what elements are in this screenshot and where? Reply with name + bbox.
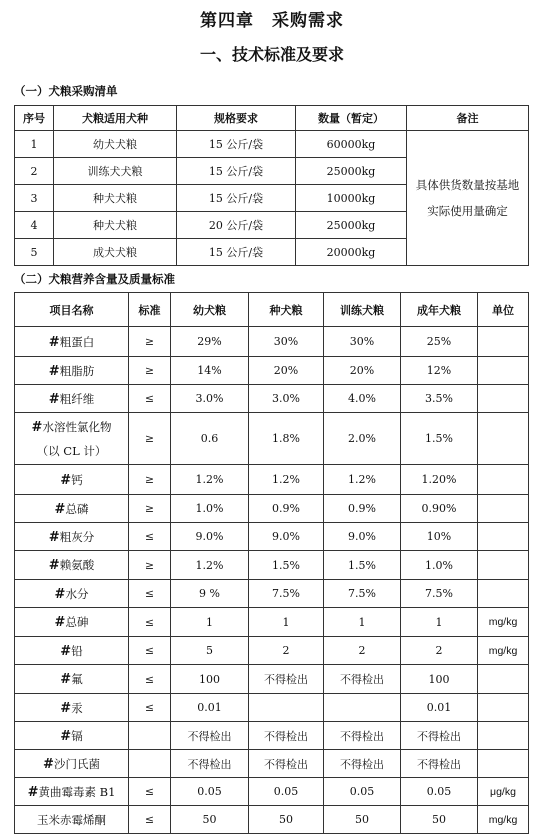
- table-row: [15, 551, 529, 580]
- unit-cell: [478, 413, 529, 465]
- unit-cell: [478, 551, 529, 580]
- breed-cell: 成犬犬粮: [54, 239, 177, 266]
- index-cell: 5: [15, 239, 54, 266]
- puppy-value: 100: [171, 665, 249, 694]
- item-name-line: [15, 614, 128, 630]
- breeding-value: 7.5%: [249, 580, 324, 608]
- nutrition-standard-table: [14, 292, 529, 834]
- spec-cell: 20 公斤/袋: [177, 212, 296, 239]
- table-row: [15, 665, 529, 694]
- item-name-line: [15, 643, 128, 659]
- remark-line: 具体供货数量按基地: [415, 178, 520, 192]
- puppy-value: 1: [171, 608, 249, 637]
- training-value: 20%: [324, 357, 401, 385]
- adult-value: 1.5%: [401, 413, 478, 465]
- spec-cell: 15 公斤/袋: [177, 239, 296, 266]
- training-value: 2.0%: [324, 413, 401, 465]
- adult-value: 100: [401, 665, 478, 694]
- puppy-value: 50: [171, 806, 249, 834]
- breeding-value: 不得检出: [249, 665, 324, 694]
- puppy-value: 不得检出: [171, 750, 249, 778]
- puppy-value: 0.05: [171, 778, 249, 806]
- section-title: 一、技术标准及要求: [199, 45, 344, 64]
- quantity-cell: 20000kg: [296, 239, 407, 266]
- unit-cell: [478, 694, 529, 722]
- chapter-title: 第四章 采购需求: [200, 11, 344, 31]
- unit-cell: [478, 750, 529, 778]
- standard-cell: ≤: [129, 806, 171, 834]
- adult-value: 0.05: [401, 778, 478, 806]
- item-name-line: [15, 391, 128, 407]
- quantity-cell: 60000kg: [296, 131, 407, 158]
- unit-cell: [478, 722, 529, 750]
- unit-cell: μg/kg: [478, 778, 529, 806]
- item-name: 粗脂肪: [59, 363, 95, 378]
- item-name-cell: [15, 694, 129, 722]
- item-name: 黄曲霉毒素 B1: [38, 784, 116, 799]
- adult-value: 0.01: [401, 694, 478, 722]
- quantity-cell: 25000kg: [296, 212, 407, 239]
- adult-value: 7.5%: [401, 580, 478, 608]
- breeding-value: 0.05: [249, 778, 324, 806]
- item-name: 汞: [71, 700, 83, 715]
- adult-value: 1.20%: [401, 465, 478, 495]
- header-remark: 备注: [407, 106, 529, 131]
- puppy-value: 不得检出: [171, 722, 249, 750]
- standard-cell: ≥: [129, 465, 171, 495]
- table1-header-row: [15, 106, 529, 131]
- table2-header-row: [15, 293, 529, 327]
- item-name-line: [15, 419, 128, 435]
- puppy-value: 1.2%: [171, 551, 249, 580]
- item-name-line: [15, 472, 128, 488]
- unit-cell: [478, 495, 529, 523]
- header-adult: 成年犬粮: [401, 293, 478, 327]
- standard-cell: ≤: [129, 694, 171, 722]
- standard-cell: [129, 722, 171, 750]
- item-name: 铅: [71, 643, 83, 658]
- training-value: 30%: [324, 327, 401, 357]
- breeding-value: 30%: [249, 327, 324, 357]
- puppy-value: 0.6: [171, 413, 249, 465]
- header-standard: 标准: [129, 293, 171, 327]
- item-name: 沙门氏菌: [53, 756, 100, 771]
- adult-value: 1: [401, 608, 478, 637]
- item-name-line: [15, 700, 128, 716]
- header-quantity: 数量（暂定）: [296, 106, 407, 131]
- adult-value: 2: [401, 637, 478, 665]
- adult-value: 3.5%: [401, 385, 478, 413]
- item-name: 钙: [71, 472, 83, 487]
- hash-mark: #: [48, 334, 60, 350]
- breeding-value: 不得检出: [249, 750, 324, 778]
- standard-cell: ≤: [129, 778, 171, 806]
- standard-cell: ≥: [129, 551, 171, 580]
- hash-mark: #: [54, 615, 66, 630]
- item-name-line: [15, 586, 128, 602]
- hash-mark: #: [48, 529, 60, 545]
- table-row: [15, 722, 529, 750]
- standard-cell: ≤: [129, 608, 171, 637]
- remark-line: 实际使用量确定: [427, 204, 508, 218]
- puppy-value: 1.0%: [171, 495, 249, 523]
- unit-cell: [478, 665, 529, 694]
- training-value: 4.0%: [324, 385, 401, 413]
- item-name-cell: [15, 523, 129, 551]
- standard-cell: ≥: [129, 357, 171, 385]
- adult-value: 0.90%: [401, 495, 478, 523]
- puppy-value: 5: [171, 637, 249, 665]
- breeding-value: 0.9%: [249, 495, 324, 523]
- table-row: [15, 778, 529, 806]
- spec-cell: 15 公斤/袋: [177, 185, 296, 212]
- table-row: [15, 523, 529, 551]
- table-row: [15, 750, 529, 778]
- header-unit: 单位: [478, 293, 529, 327]
- unit-cell: [478, 580, 529, 608]
- adult-value: 12%: [401, 357, 478, 385]
- hash-mark: #: [54, 586, 66, 602]
- item-name-line: [15, 812, 128, 828]
- table-row: [15, 637, 529, 665]
- index-cell: 1: [15, 131, 54, 158]
- table-row: [15, 806, 529, 834]
- training-value: 0.05: [324, 778, 401, 806]
- purchase-list-table: [14, 105, 529, 266]
- header-puppy: 幼犬粮: [171, 293, 249, 327]
- item-name-cell: [15, 357, 129, 385]
- table-row: [15, 580, 529, 608]
- breeding-value: 不得检出: [249, 722, 324, 750]
- breeding-value: 1.5%: [249, 551, 324, 580]
- table-row: [15, 385, 529, 413]
- training-value: 不得检出: [324, 665, 401, 694]
- training-value: 不得检出: [324, 750, 401, 778]
- item-name: 氟: [71, 672, 83, 686]
- spec-cell: 15 公斤/袋: [177, 131, 296, 158]
- quantity-cell: 10000kg: [296, 185, 407, 212]
- hash-mark: #: [60, 700, 72, 716]
- item-name-line: [15, 671, 128, 687]
- puppy-value: 3.0%: [171, 385, 249, 413]
- training-value: 1.2%: [324, 465, 401, 495]
- training-value: 0.9%: [324, 495, 401, 523]
- item-name-cell: [15, 608, 129, 637]
- puppy-value: 9.0%: [171, 523, 249, 551]
- header-spec: 规格要求: [177, 106, 296, 131]
- training-value: 7.5%: [324, 580, 401, 608]
- training-value: 9.0%: [324, 523, 401, 551]
- item-name-line: [15, 728, 128, 744]
- adult-value: 不得检出: [401, 722, 478, 750]
- breed-cell: 训练犬犬粮: [54, 158, 177, 185]
- standard-cell: ≤: [129, 385, 171, 413]
- hash-mark: #: [27, 784, 39, 800]
- item-name: 赖氨酸: [59, 558, 95, 572]
- unit-cell: mg/kg: [478, 637, 529, 665]
- item-name-line: [15, 557, 128, 573]
- spec-cell: 15 公斤/袋: [177, 158, 296, 185]
- item-name-line: [15, 334, 128, 350]
- item-name-line: [15, 501, 128, 517]
- puppy-value: 14%: [171, 357, 249, 385]
- standard-cell: [129, 750, 171, 778]
- standard-cell: ≤: [129, 665, 171, 694]
- hash-mark: #: [60, 472, 72, 488]
- item-name: 玉米赤霉烯酮: [37, 812, 106, 827]
- item-name-cell: [15, 495, 129, 523]
- breeding-value: 1.2%: [249, 465, 324, 495]
- item-name-cell: [15, 806, 129, 834]
- standard-cell: ≤: [129, 580, 171, 608]
- hash-mark: #: [43, 756, 54, 772]
- table-row: [15, 495, 529, 523]
- hash-mark: #: [60, 643, 72, 659]
- table1-caption: （一）犬粮采购清单: [14, 84, 118, 98]
- item-name: 总砷: [65, 615, 89, 629]
- item-name: 镉: [71, 728, 83, 743]
- adult-value: 10%: [401, 523, 478, 551]
- training-value: 不得检出: [324, 722, 401, 750]
- index-cell: 2: [15, 158, 54, 185]
- table-row: [15, 465, 529, 495]
- index-cell: 3: [15, 185, 54, 212]
- breeding-value: 50: [249, 806, 324, 834]
- table-row: [15, 131, 529, 158]
- adult-value: 不得检出: [401, 750, 478, 778]
- item-name-cell: [15, 637, 129, 665]
- table2-caption: （二）犬粮营养含量及质量标准: [14, 272, 175, 286]
- breeding-value: 20%: [249, 357, 324, 385]
- adult-value: 50: [401, 806, 478, 834]
- item-name-cell: [15, 722, 129, 750]
- breed-cell: 种犬犬粮: [54, 212, 177, 239]
- item-name-cell: [15, 465, 129, 495]
- table-row: [15, 608, 529, 637]
- table-row: [15, 413, 529, 465]
- puppy-value: 29%: [171, 327, 249, 357]
- puppy-value: 0.01: [171, 694, 249, 722]
- item-name-line: [15, 363, 128, 379]
- item-name-cell: [15, 580, 129, 608]
- header-breed: 犬粮适用犬种: [54, 106, 177, 131]
- unit-cell: mg/kg: [478, 608, 529, 637]
- hash-mark: #: [31, 419, 43, 435]
- item-name-cell: [15, 551, 129, 580]
- table-row: [15, 327, 529, 357]
- standard-cell: ≥: [129, 327, 171, 357]
- standard-cell: ≤: [129, 637, 171, 665]
- item-name-cell: [15, 665, 129, 694]
- header-training: 训练犬粮: [324, 293, 401, 327]
- training-value: [324, 694, 401, 722]
- breeding-value: 9.0%: [249, 523, 324, 551]
- unit-cell: [478, 465, 529, 495]
- puppy-value: 9 %: [171, 580, 249, 608]
- adult-value: 1.0%: [401, 551, 478, 580]
- item-name-line: [15, 784, 128, 800]
- item-name: 水溶性氯化物: [42, 419, 112, 434]
- item-name: 粗灰分: [59, 529, 95, 544]
- item-name-note: （以 CL 计）: [36, 443, 107, 458]
- adult-value: 25%: [401, 327, 478, 357]
- item-name-cell: [15, 327, 129, 357]
- item-name-cell: [15, 750, 129, 778]
- item-name-line: [15, 529, 128, 545]
- item-name: 总磷: [65, 501, 89, 516]
- quantity-cell: 25000kg: [296, 158, 407, 185]
- unit-cell: mg/kg: [478, 806, 529, 834]
- standard-cell: ≥: [129, 495, 171, 523]
- hash-mark: #: [60, 728, 72, 744]
- hash-mark: #: [48, 391, 60, 407]
- item-name: 粗蛋白: [59, 334, 95, 349]
- puppy-value: 1.2%: [171, 465, 249, 495]
- training-value: 1.5%: [324, 551, 401, 580]
- breeding-value: 2: [249, 637, 324, 665]
- table-row: [15, 357, 529, 385]
- item-name-cell: [15, 778, 129, 806]
- unit-cell: [478, 357, 529, 385]
- breed-cell: 幼犬犬粮: [54, 131, 177, 158]
- standard-cell: ≥: [129, 413, 171, 465]
- breed-cell: 种犬犬粮: [54, 185, 177, 212]
- table-row: [15, 694, 529, 722]
- item-name: 水分: [65, 586, 89, 601]
- item-name-cell: [15, 413, 129, 465]
- item-name: 粗纤维: [59, 391, 95, 406]
- training-value: 1: [324, 608, 401, 637]
- hash-mark: #: [48, 363, 60, 379]
- breeding-value: 1: [249, 608, 324, 637]
- remark-cell: [407, 131, 529, 266]
- breeding-value: [249, 694, 324, 722]
- header-index: 序号: [15, 106, 54, 131]
- header-breeding: 种犬粮: [249, 293, 324, 327]
- header-item: 项目名称: [15, 293, 129, 327]
- unit-cell: [478, 385, 529, 413]
- breeding-value: 3.0%: [249, 385, 324, 413]
- item-name-line: [15, 756, 128, 772]
- unit-cell: [478, 327, 529, 357]
- standard-cell: ≤: [129, 523, 171, 551]
- index-cell: 4: [15, 212, 54, 239]
- hash-mark: #: [54, 501, 66, 517]
- hash-mark: #: [48, 558, 60, 573]
- training-value: 2: [324, 637, 401, 665]
- hash-mark: #: [60, 672, 72, 687]
- breeding-value: 1.8%: [249, 413, 324, 465]
- item-name-cell: [15, 385, 129, 413]
- training-value: 50: [324, 806, 401, 834]
- unit-cell: [478, 523, 529, 551]
